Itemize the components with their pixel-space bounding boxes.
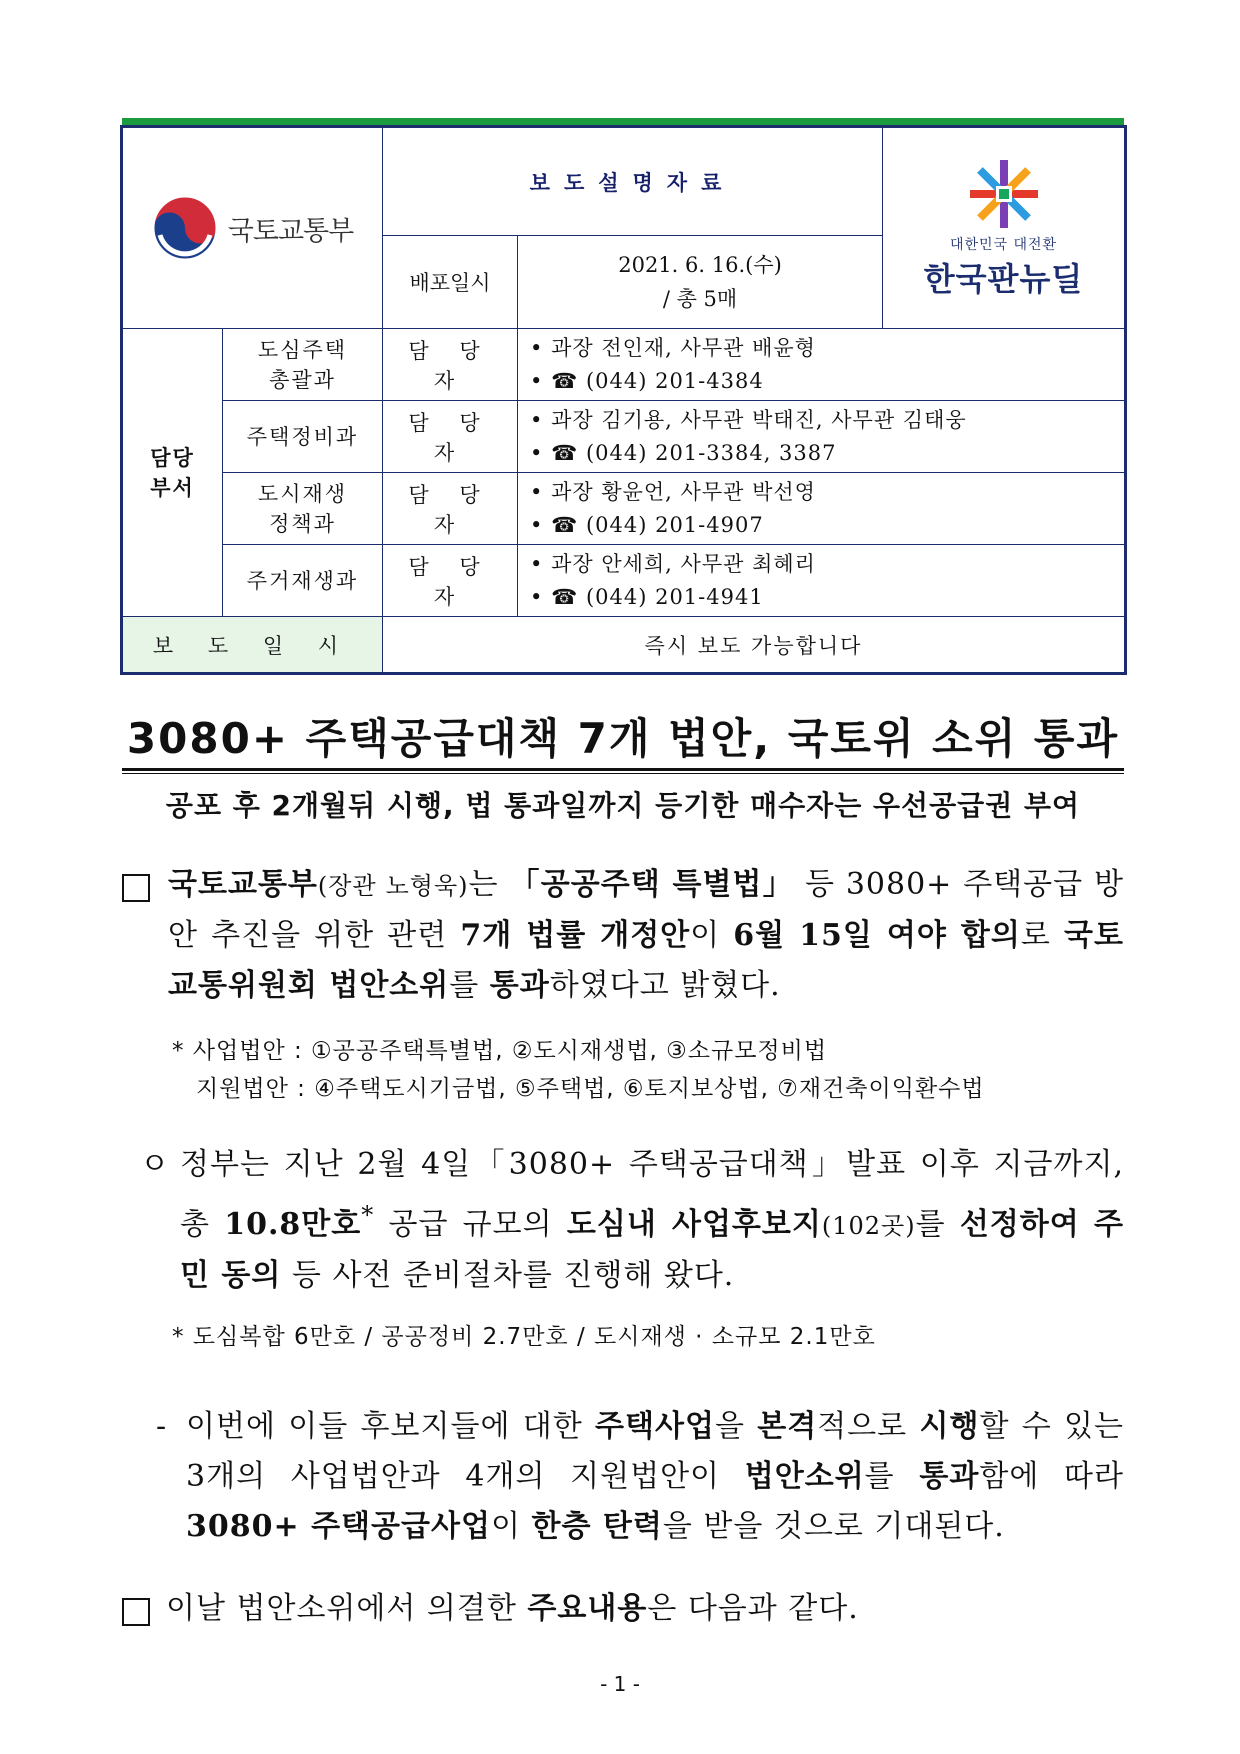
dept-people: 과장 황윤언, 사무관 박선영	[551, 479, 816, 504]
checkbox-icon	[122, 1598, 150, 1628]
header-table	[122, 118, 1124, 670]
paragraph-1: 국토교통부(장관 노형욱)는 「공공주택 특별법」 등 3080+ 주택공급 방안 추진을 위한 관련 7개 법률 개정안이 6월 15일 여야 합의로 국토교통위원회 법안소위를 통과하였다고 밝혔다.	[168, 867, 1124, 1003]
note-1	[172, 1032, 1112, 1108]
newdeal-logo	[883, 156, 1124, 300]
page-number: - 1 -	[600, 1672, 640, 1696]
distribution-date-cell	[518, 236, 883, 329]
phone-icon: ☎	[551, 584, 579, 609]
paragraph-3: 이번에 이들 후보지들에 대한 주택사업을 본격적으로 시행할 수 있는 3개의 사업법안과 4개의 지원법안이 법안소위를 통과함에 따라 3080+ 주택공급사업이 한층 탄력을 받을 것으로 기대된다.	[186, 1409, 1124, 1544]
newdeal-name: 한국판뉴딜	[923, 260, 1084, 298]
note-1-line-2: 지원법안 : ④주택도시기금법, ⑤주택법, ⑥토지보상법, ⑦재건축이익환수법	[196, 1076, 985, 1102]
dept-contacts: • 과장 전인재, 사무관 배윤형 • ☎ (044) 201-4384	[518, 329, 1125, 401]
dept-phone: (044) 201-4907	[585, 512, 764, 537]
distribution-date: 2021. 6. 16.(수)	[618, 253, 782, 277]
phone-icon: ☎	[551, 440, 579, 465]
dept-role: 담 당 자	[383, 473, 518, 545]
subtitle: 공포 후 2개월뒤 시행, 법 통과일까지 등기한 매수자는 우선공급권 부여	[165, 789, 1081, 822]
dept-phone: (044) 201-4384	[585, 368, 764, 393]
dept-name: 주택정비과	[223, 401, 383, 473]
bullet-dash: -	[156, 1409, 168, 1444]
ministry-logo-cell	[123, 128, 383, 329]
dept-phone: (044) 201-3384, 3387	[585, 440, 837, 465]
note-2: * 도심복합 6만호 / 공공정비 2.7만호 / 도시재생 · 소규모 2.1만호	[172, 1324, 876, 1350]
headline: 3080+ 주택공급대책 7개 법안, 국토위 소위 통과	[126, 714, 1120, 763]
dept-people: 과장 김기용, 사무관 박태진, 사무관 김태웅	[551, 407, 967, 432]
taegeuk-icon	[152, 195, 218, 261]
distribution-label: 배포일시	[383, 236, 518, 329]
paragraph-4: 이날 법안소위에서 의결한 주요내용은 다음과 같다.	[166, 1591, 859, 1626]
dept-contacts: • 과장 황윤언, 사무관 박선영 • ☎ (044) 201-4907	[518, 473, 1125, 545]
headline-rule-thin	[122, 773, 1124, 774]
dept-role: 담 당 자	[383, 329, 518, 401]
release-label: 보 도 일 시	[123, 617, 383, 673]
dept-people: 과장 안세희, 사무관 최혜리	[551, 551, 816, 576]
newdeal-slogan: 대한민국 대전환	[949, 237, 1058, 253]
phone-icon: ☎	[551, 512, 579, 537]
ministry-logo	[123, 195, 382, 261]
dept-phone: (044) 201-4941	[585, 584, 764, 609]
doc-type-title: 보도설명자료	[383, 128, 883, 236]
header-green-bar	[122, 118, 1124, 127]
dept-name: 주거재생과	[223, 545, 383, 617]
page-count: / 총 5매	[662, 287, 738, 311]
newdeal-star-icon	[966, 156, 1042, 232]
dept-contacts: • 과장 안세희, 사무관 최혜리 • ☎ (044) 201-4941	[518, 545, 1125, 617]
checkbox-icon	[122, 874, 150, 904]
note-1-line-1: * 사업법안 : ①공공주택특별법, ②도시재생법, ③소규모정비법	[172, 1038, 828, 1064]
bullet-circle: ㅇ	[140, 1147, 170, 1182]
dept-role: 담 당 자	[383, 545, 518, 617]
dept-people: 과장 전인재, 사무관 배윤형	[551, 335, 816, 360]
ministry-name: 국토교통부	[227, 215, 354, 247]
release-value: 즉시 보도 가능합니다	[383, 617, 1125, 673]
dept-label: 담당 부서	[123, 329, 223, 617]
newdeal-logo-cell	[883, 128, 1125, 329]
dept-role: 담 당 자	[383, 401, 518, 473]
dept-name: 도심주택 총괄과	[223, 329, 383, 401]
headline-rule	[122, 768, 1124, 771]
dept-name: 도시재생 정책과	[223, 473, 383, 545]
phone-icon: ☎	[551, 368, 579, 393]
dept-contacts: • 과장 김기용, 사무관 박태진, 사무관 김태웅 • ☎ (044) 201-3384, 3387	[518, 401, 1125, 473]
paragraph-2: 정부는 지난 2월 4일「3080+ 주택공급대책」발표 이후 지금까지, 총 10.8만호* 공급 규모의 도심내 사업후보지(102곳)를 선정하여 주민 동의 등 사전 준비절차를 진행해 왔다.	[180, 1147, 1124, 1293]
